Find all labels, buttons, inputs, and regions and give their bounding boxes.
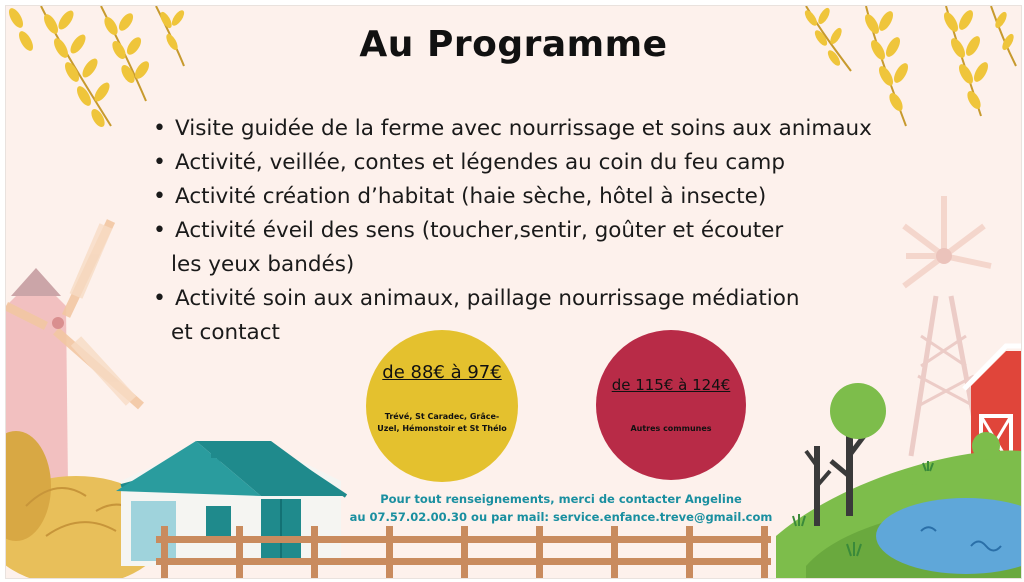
activity-text-continued: les yeux bandés) <box>171 252 355 277</box>
price-range: de 88€ à 97€ <box>382 362 502 383</box>
list-item <box>151 112 872 146</box>
activity-text: Activité création d’habitat (haie sèche, hôtel à insecte) <box>175 184 767 209</box>
activity-text: Activité éveil des sens (toucher,sentir, goûter et écouter <box>175 218 784 243</box>
contact-line: au 07.57.02.00.30 ou par mail: service.enfance.treve@gmail.com <box>349 510 773 524</box>
page-title: Au Programme <box>359 24 668 65</box>
eligible-towns: Trévé, St Caradec, Grâce-Uzel, Hémonstoir et St Thélo <box>377 412 507 433</box>
activity-list <box>151 112 872 350</box>
list-item <box>151 282 872 350</box>
activity-text: Visite guidée de la ferme avec nourrissage et soins aux animaux <box>175 116 872 141</box>
price-range: de 115€ à 124€ <box>611 376 731 394</box>
contact-line: Pour tout renseignements, merci de contacter Angeline <box>380 492 742 506</box>
list-item <box>151 214 872 282</box>
flyer-slide <box>5 5 1022 579</box>
price-badge-local <box>366 330 518 482</box>
list-item <box>151 146 872 180</box>
activity-text: Activité soin aux animaux, paillage nourrissage médiation <box>175 286 800 311</box>
list-item <box>151 180 872 214</box>
eligible-towns: Autres communes <box>630 424 712 433</box>
price-badge-other <box>596 330 746 480</box>
activity-text: Activité, veillée, contes et légendes au coin du feu camp <box>175 150 785 175</box>
contact-info <box>346 490 776 526</box>
activity-text-continued: et contact <box>171 320 280 345</box>
